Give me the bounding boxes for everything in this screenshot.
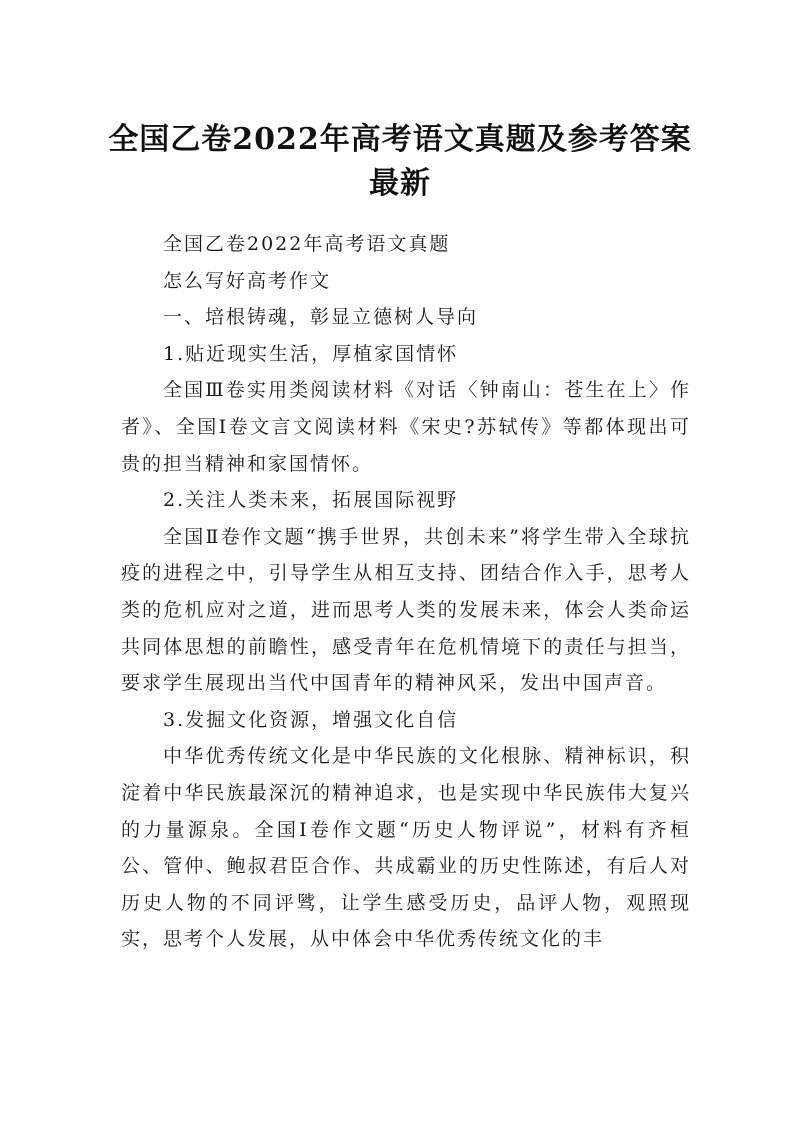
body-paragraph-1: 全国Ⅲ卷实用类阅读材料《对话〈钟南山：苍生在上〉作者》、全国Ⅰ卷文言文阅读材料《宋史?苏轼传》等都体现出可贵的担当精神和家国情怀。	[121, 379, 691, 475]
section-heading-1: 一、培根铸魂，彰显立德树人导向	[163, 306, 479, 329]
document-title: 全国乙卷2022年高考语文真题及参考答案最新	[108, 122, 692, 202]
subsection-heading-1: 1.贴近现实生活，厚植家国情怀	[163, 342, 459, 365]
document-body	[121, 226, 691, 958]
body-paragraph-3: 中华优秀传统文化是中华民族的文化根脉、精神标识，积淀着中华民族最深沉的精神追求，也是实现中华民族伟大复兴的力量源泉。全国Ⅰ卷作文题“历史人物评说”，材料有齐桓公、管仲、鲍叔君臣合作、共成霸业的历史性陈述，有后人对历史人物的不同评骘，让学生感受历史，品评人物，观照现实，思考个人发展，从中体会中华优秀传统文化的丰	[121, 745, 691, 951]
paragraph-heading-2: 怎么写好高考作文	[163, 269, 332, 292]
body-paragraph-2: 全国Ⅱ卷作文题“携手世界，共创未来”将学生带入全球抗疫的进程之中，引导学生从相互支持、团结合作入手，思考人类的危机应对之道，进而思考人类的发展未来，体会人类命运共同体思想的前瞻性，感受青年在危机情境下的责任与担当，要求学生展现出当代中国青年的精神风采，发出中国声音。	[121, 525, 691, 695]
subsection-heading-3: 3.发掘文化资源，增强文化自信	[163, 708, 459, 731]
paragraph-heading-1: 全国乙卷2022年高考语文真题	[163, 233, 451, 255]
subsection-heading-2: 2.关注人类未来，拓展国际视野	[163, 489, 459, 512]
